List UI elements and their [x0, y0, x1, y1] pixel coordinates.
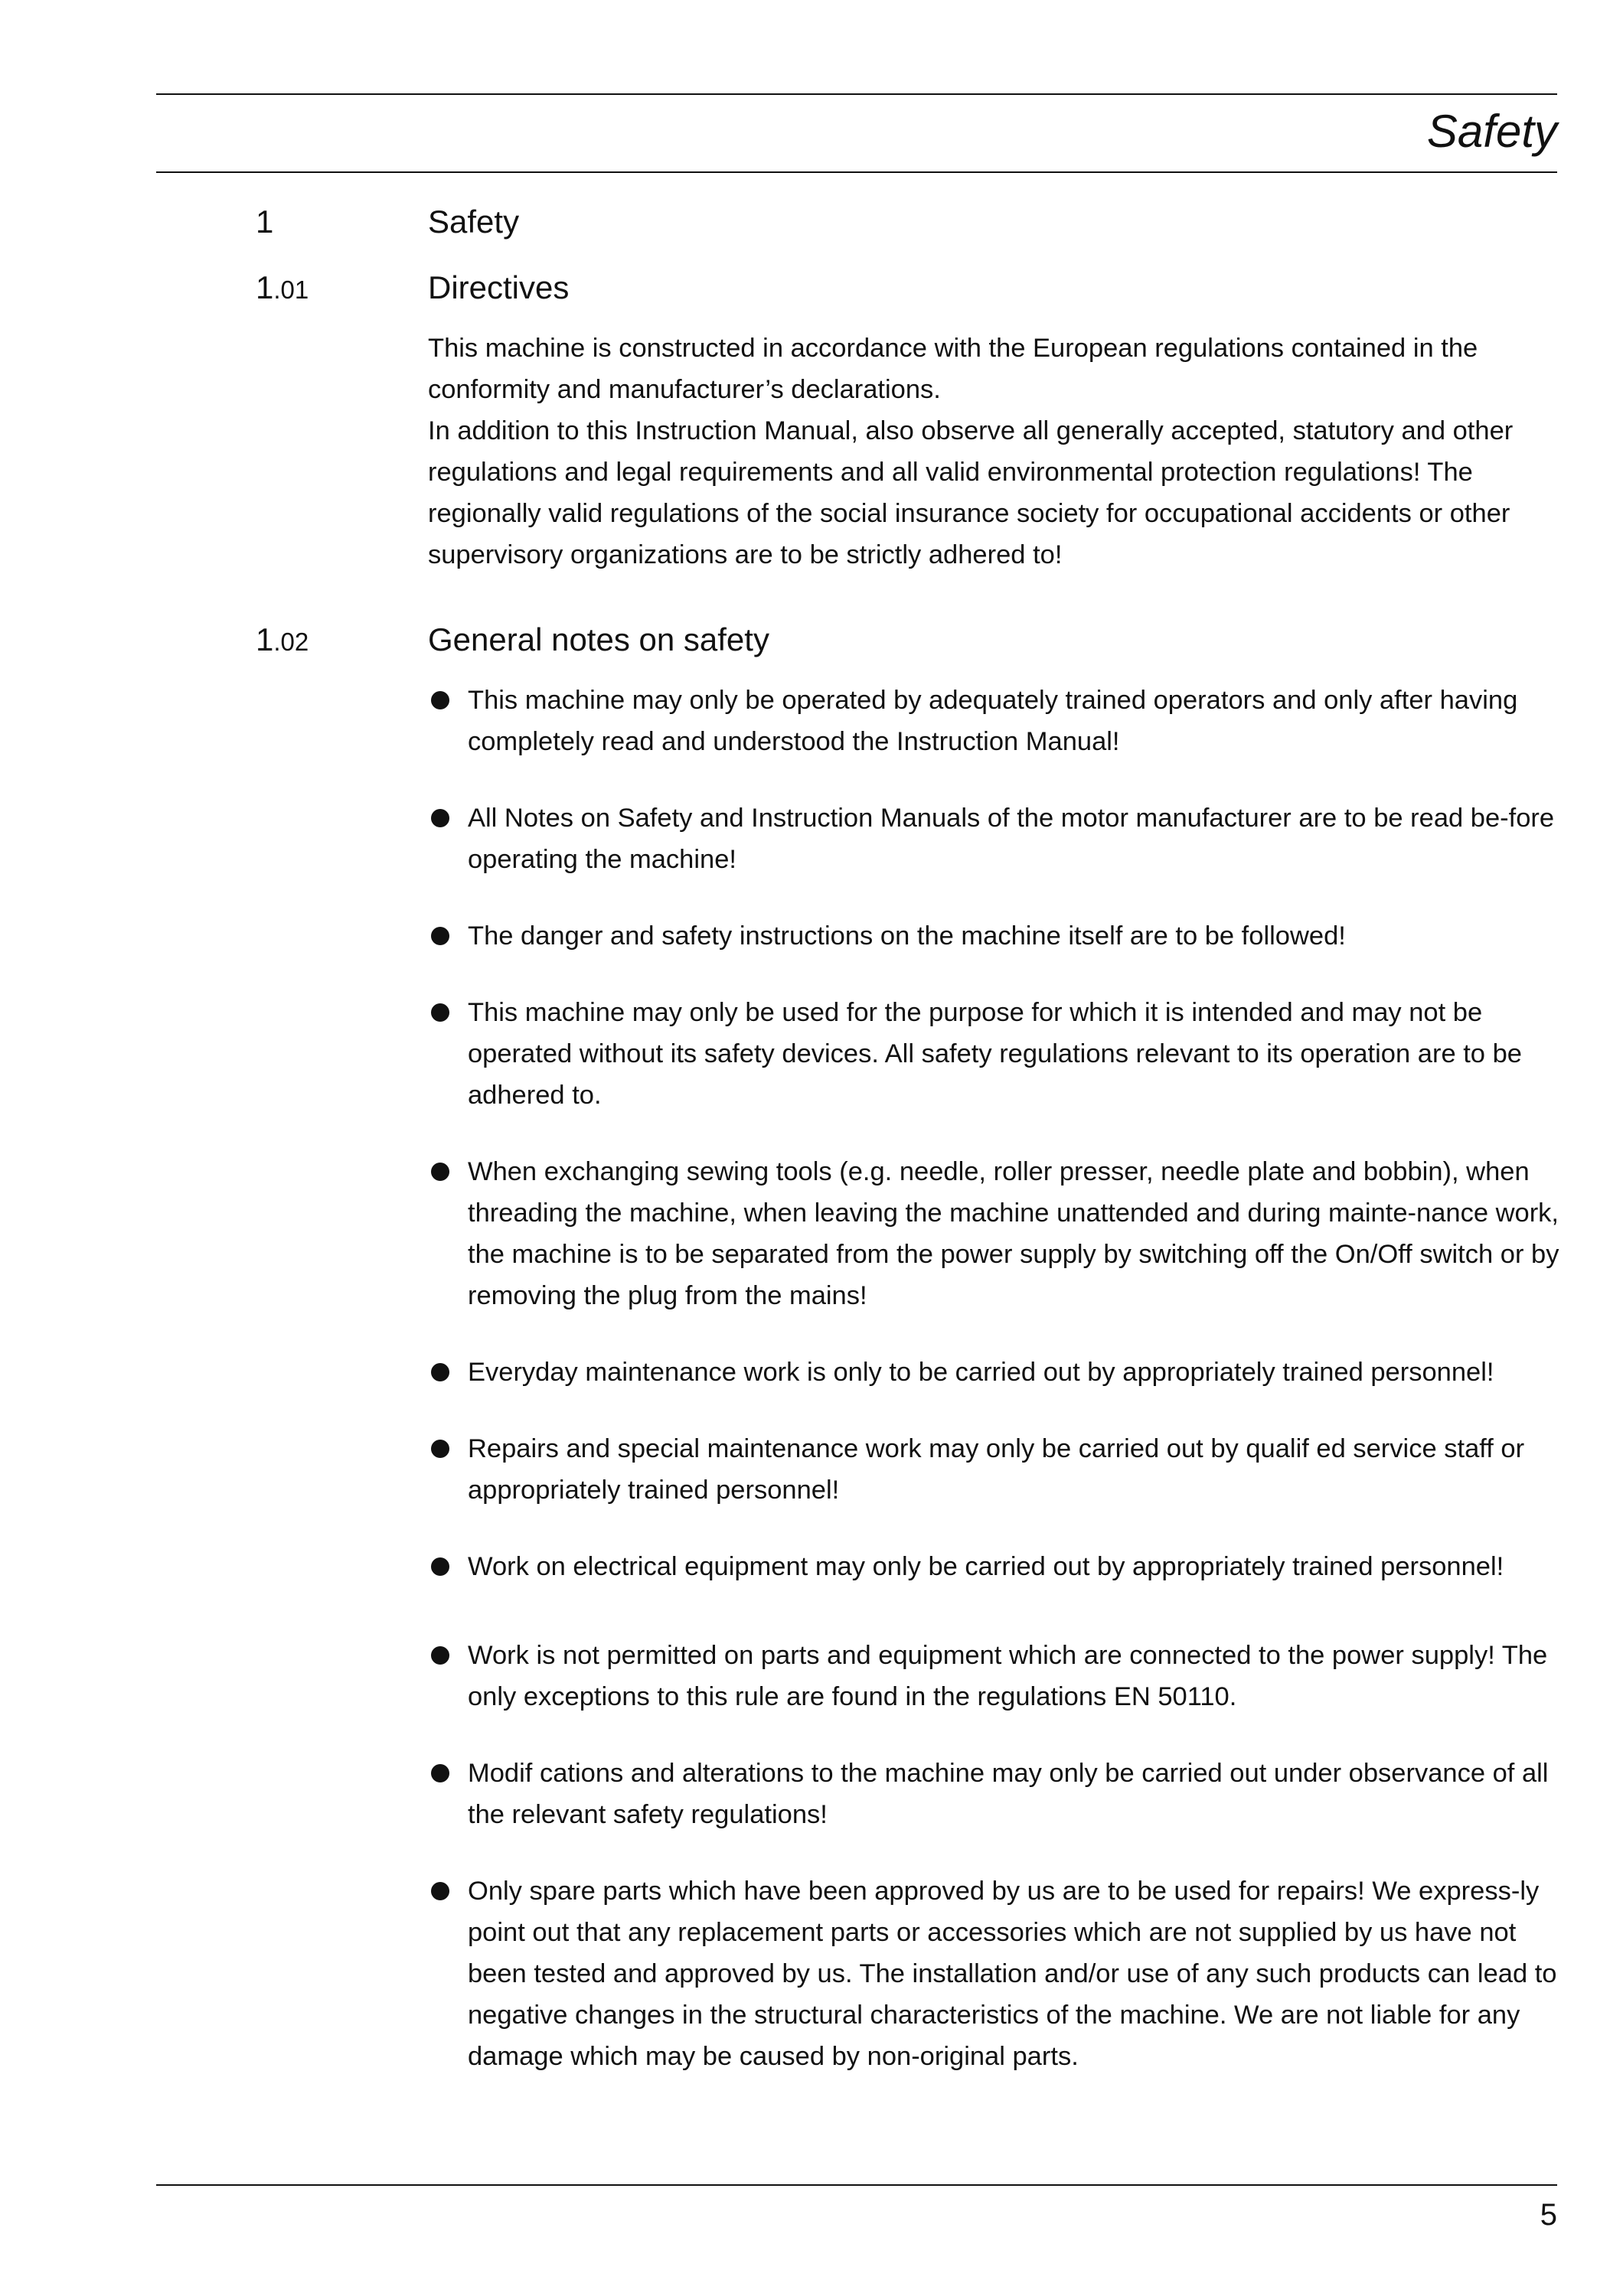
- section-title-directives: Directives: [428, 269, 570, 305]
- list-item: [428, 1352, 1561, 1393]
- section-number-major: 1: [256, 269, 274, 305]
- list-item: [428, 1870, 1561, 2077]
- section-number-1-01: [256, 266, 309, 311]
- section-number-minor: .01: [273, 276, 309, 304]
- section-number-minor: .02: [273, 628, 309, 656]
- list-item-text: Everyday maintenance work is only to be carried out by appropriately trained personnel!: [468, 1358, 1494, 1387]
- bullet-icon: [431, 1003, 449, 1022]
- section-number-1: [256, 201, 273, 246]
- header-bottom-rule: [156, 171, 1557, 173]
- list-item: [428, 1546, 1561, 1587]
- section-number-1-02: [256, 618, 309, 664]
- list-item-text: The danger and safety instructions on the machine itself are to be followed!: [468, 921, 1346, 951]
- bullet-icon: [431, 1764, 449, 1782]
- list-item: [428, 1635, 1561, 1717]
- bullet-icon: [431, 691, 449, 709]
- header-top-rule: [156, 93, 1557, 95]
- directives-paragraph: This machine is constructed in accordance with the European regulations contained in the conformity and manufacturer’s declarations.: [428, 334, 1478, 404]
- section-title-safety: Safety: [428, 204, 520, 240]
- list-item-text: Repairs and special maintenance work may only be carried out by qualif ed service staff or appropriately trained personnel!: [468, 1434, 1525, 1505]
- bullet-icon: [431, 1440, 449, 1458]
- directives-paragraph: In addition to this Instruction Manual, also observe all generally accepted, statutory and other regulations and legal requirements and all valid environmental protection regulations! The regionally valid regulations of the social insurance society for occupational accidents or other supervisory organizations are to be strictly adhered to!: [428, 416, 1514, 569]
- section-number-major: 1: [256, 204, 274, 240]
- list-item-text: Work on electrical equipment may only be carried out by appropriately trained personnel!: [468, 1552, 1504, 1581]
- bullet-icon: [431, 1363, 449, 1381]
- list-item-text: Modif cations and alterations to the machine may only be carried out under observance of all the relevant safety regulations!: [468, 1759, 1549, 1829]
- list-item: [428, 1753, 1561, 1835]
- list-item-text: When exchanging sewing tools (e.g. needle, roller presser, needle plate and bobbin), when threading the machine, when leaving the machine unattended and during mainte-nance work, the machine is to be separated from the power supply by switching off the On/Off switch or by removing the plug from the mains!: [468, 1157, 1559, 1310]
- footer-rule: [156, 2184, 1557, 2186]
- bullet-icon: [431, 1557, 449, 1576]
- list-item-text: This machine may only be used for the purpose for which it is intended and may not be operated without its safety devices. All safety regulations relevant to its operation are to be adhered to.: [468, 998, 1522, 1110]
- list-item: [428, 797, 1561, 880]
- list-item-text: Only spare parts which have been approved by us are to be used for repairs! We express-ly point out that any replacement parts or accessories which are not supplied by us have not been tested and approved by us. The installation and/or use of any such products can lead to negative changes in the structural characteristics of the machine. We are not liable for any damage which may be caused by non-original parts.: [468, 1877, 1557, 2071]
- bullet-icon: [431, 927, 449, 945]
- section-title-general-notes: General notes on safety: [428, 621, 769, 657]
- page-number: 5: [1540, 2198, 1557, 2232]
- list-item: [428, 1151, 1561, 1316]
- list-item: [428, 915, 1561, 957]
- page-header-title: Safety: [1426, 106, 1557, 157]
- list-item: [428, 992, 1561, 1116]
- list-item: [428, 1428, 1561, 1511]
- list-item: [428, 680, 1561, 762]
- bullet-icon: [431, 1163, 449, 1181]
- directives-text: [428, 328, 1561, 576]
- list-item-text: This machine may only be operated by adequately trained operators and only after having completely read and understood the Instruction Manual!: [468, 686, 1518, 756]
- list-item-text: Work is not permitted on parts and equipment which are connected to the power supply! The only exceptions to this rule are found in the regulations EN 50110.: [468, 1641, 1548, 1711]
- bullet-icon: [431, 809, 449, 827]
- section-number-major: 1: [256, 621, 274, 657]
- bullet-icon: [431, 1882, 449, 1900]
- bullet-icon: [431, 1646, 449, 1665]
- list-item-text: All Notes on Safety and Instruction Manuals of the motor manufacturer are to be read be-fore operating the machine!: [468, 804, 1555, 874]
- safety-notes-list: [428, 680, 1561, 2112]
